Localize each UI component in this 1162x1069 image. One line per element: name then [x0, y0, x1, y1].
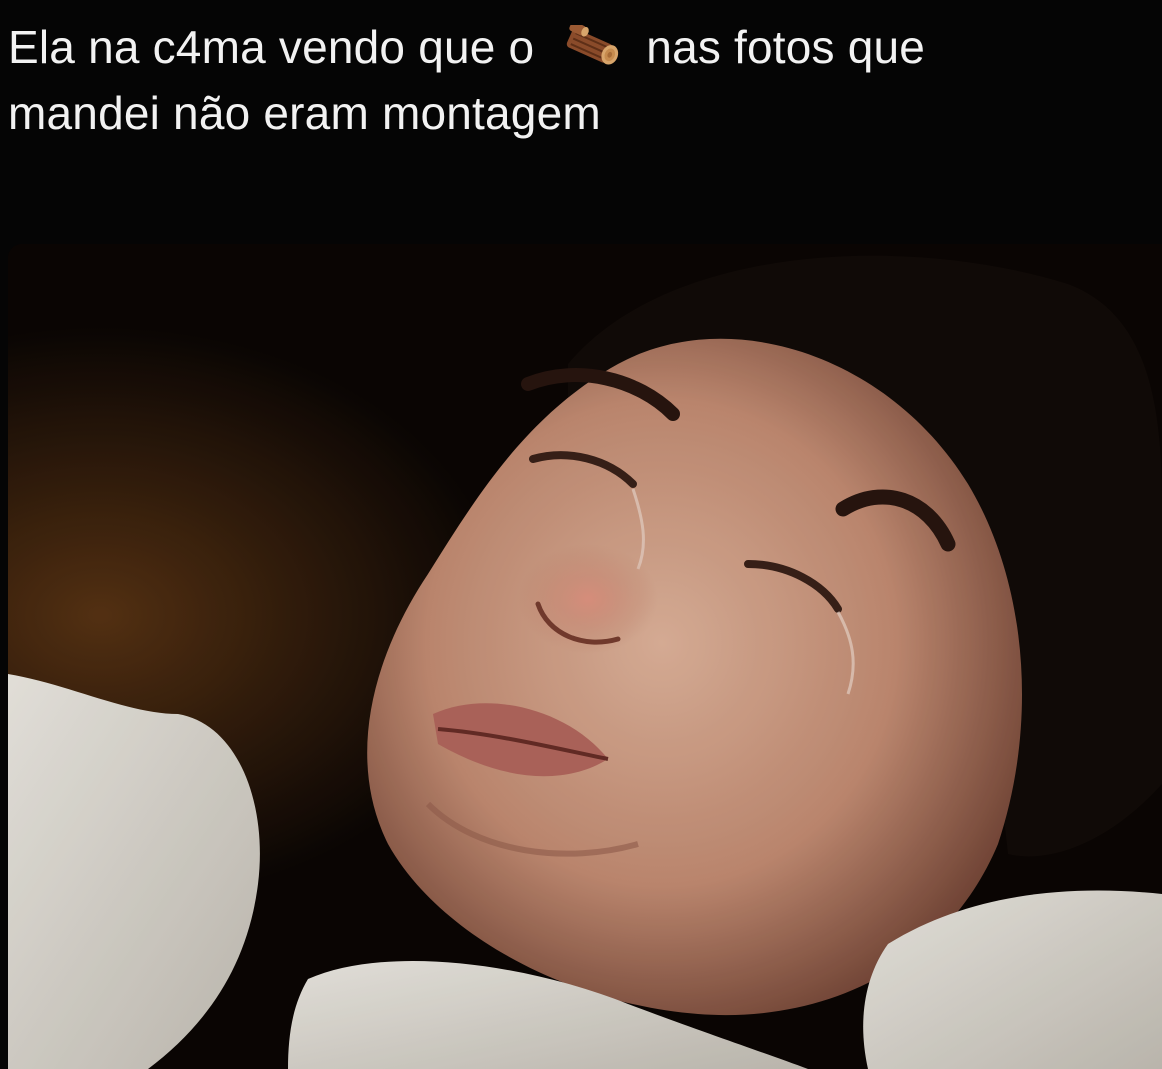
caption-line-2: mandei não eram montagem: [8, 87, 601, 139]
crying-woman-illustration: [8, 244, 1162, 1069]
meme-caption: [8, 14, 1154, 146]
meme-photo: [8, 244, 1162, 1069]
wood-log-icon: [561, 22, 623, 68]
caption-text-end: nas fotos que: [646, 21, 926, 73]
caption-text-start: Ela na c4ma vendo que o: [8, 21, 535, 73]
caption-line-1: [8, 14, 1154, 80]
photo-vignette: [8, 244, 1162, 1069]
